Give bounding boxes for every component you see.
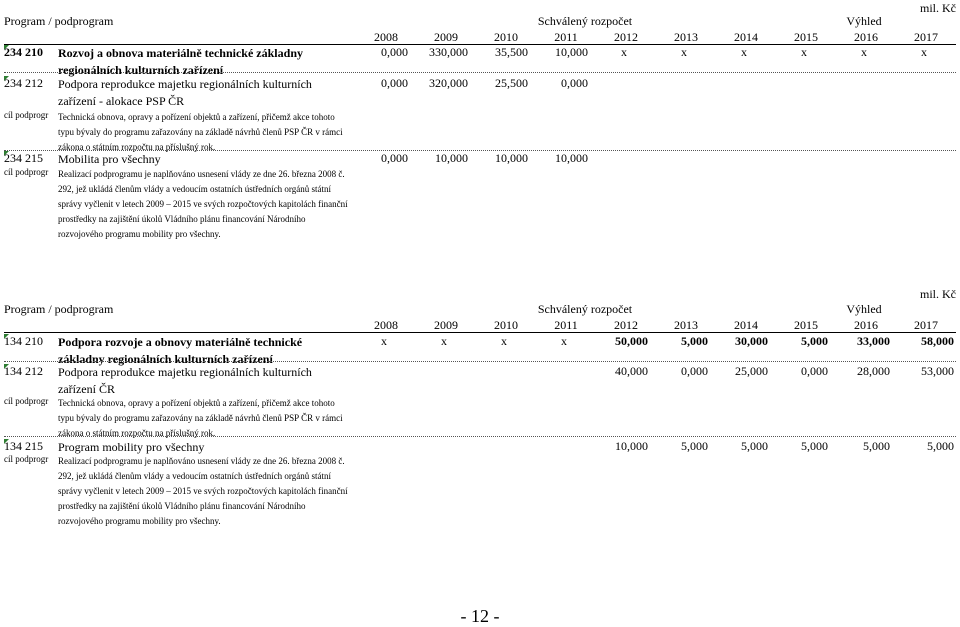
value-cell: x: [741, 45, 747, 59]
value-cell: 5,000: [801, 439, 828, 453]
value-cell: x: [441, 334, 447, 348]
value-cell: 10,000: [615, 439, 648, 453]
value-cell: 0,000: [681, 364, 708, 378]
value-cell: 33,000: [857, 334, 890, 348]
value-cell: 28,000: [857, 364, 890, 378]
year-header: 2008: [374, 30, 398, 44]
value-cell: 25,500: [495, 76, 528, 90]
value-cell: 0,000: [381, 76, 408, 90]
value-cell: 330,000: [429, 45, 468, 59]
goal-text: Technická obnova, opravy a pořízení objektů a zařízení, přičemž akce tohoto typu bývaly do programu zařazovány na základě návrhů členů PSP ČR v rámci zákona o státním rozpočtu na příslušný rok.: [58, 112, 343, 152]
program-name: Podpora reprodukce majetku regionálních kulturních zařízení - alokace PSP ČR: [58, 77, 312, 108]
value-cell: x: [561, 334, 567, 348]
budget-table-1: [4, 0, 956, 260]
value-cell: 10,000: [435, 151, 468, 165]
value-cell: x: [621, 45, 627, 59]
goal-label: cíl podprogr: [4, 396, 49, 406]
page-number: - 12 -: [460, 606, 500, 626]
value-cell: 40,000: [615, 364, 648, 378]
value-cell: 53,000: [921, 364, 954, 378]
value-cell: x: [921, 45, 927, 59]
value-cell: 50,000: [615, 334, 648, 348]
value-cell: 0,000: [381, 151, 408, 165]
year-header: 2014: [734, 30, 758, 44]
year-header: 2011: [554, 318, 578, 332]
value-cell: 35,500: [495, 45, 528, 59]
goal-label: cíl podprogr: [4, 167, 49, 177]
year-header: 2013: [674, 30, 698, 44]
year-header: 2014: [734, 318, 758, 332]
year-header: 2011: [554, 30, 578, 44]
year-header: 2015: [794, 318, 818, 332]
goal-text: Technická obnova, opravy a pořízení objektů a zařízení, přičemž akce tohoto typu bývaly do programu zařazovány na základě návrhů členů PSP ČR v rámci zákona o státním rozpočtu na příslušný rok.: [58, 398, 343, 438]
value-cell: 5,000: [927, 439, 954, 453]
value-cell: 10,000: [495, 151, 528, 165]
program-name: Rozvoj a obnova materiálně technické základny regionálních kulturních zařízení: [58, 46, 303, 77]
divider: [4, 361, 956, 362]
value-cell: x: [381, 334, 387, 348]
value-cell: 5,000: [801, 334, 828, 348]
value-cell: x: [501, 334, 507, 348]
year-header: 2009: [434, 318, 458, 332]
year-header: 2012: [614, 318, 638, 332]
year-header: 2009: [434, 30, 458, 44]
year-header: 2017: [914, 30, 938, 44]
year-header: 2010: [494, 30, 518, 44]
value-cell: 25,000: [735, 364, 768, 378]
value-cell: 5,000: [681, 439, 708, 453]
value-cell: 5,000: [863, 439, 890, 453]
value-cell: 10,000: [555, 151, 588, 165]
value-cell: x: [681, 45, 687, 59]
program-code: 234 212: [4, 76, 43, 90]
value-cell: 10,000: [555, 45, 588, 59]
approved-header: Schválený rozpočet: [537, 302, 633, 316]
program-code: 234 210: [4, 45, 43, 59]
divider: [4, 72, 956, 73]
divider: [4, 436, 956, 437]
value-cell: x: [801, 45, 807, 59]
unit-label: mil. Kč: [920, 287, 956, 301]
program-header: Program / podprogram: [4, 302, 114, 316]
goal-text: Realizací podprogramu je naplňováno usnesení vlády ze dne 26. března 2008 č. 292, jež ukládá členům vlády a vedoucím ostatních ústředních orgánů státní správy vyčlenit v letech 2009 – 2015 ve svých rozpočtových kapitolách finanční prostředky na zajištění úkolů Vládního plánu financování Národního rozvojového programu mobility pro všechny.: [58, 169, 348, 239]
program-code: 134 212: [4, 364, 43, 378]
outlook-header: Výhled: [846, 14, 882, 28]
year-header: 2016: [854, 30, 878, 44]
program-name: Mobilita pro všechny: [58, 152, 161, 166]
program-code: 234 215: [4, 151, 43, 165]
year-header: 2015: [794, 30, 818, 44]
value-cell: 58,000: [921, 334, 954, 348]
year-header: 2016: [854, 318, 878, 332]
year-header: 2013: [674, 318, 698, 332]
divider: [4, 332, 956, 333]
goal-label: cíl podprogr: [4, 110, 49, 120]
unit-label: mil. Kč: [920, 1, 956, 15]
value-cell: 30,000: [735, 334, 768, 348]
year-header: 2008: [374, 318, 398, 332]
program-name: Podpora rozvoje a obnovy materiálně technické základny regionálních kulturních zařízení: [58, 335, 303, 366]
value-cell: 0,000: [381, 45, 408, 59]
year-header: 2010: [494, 318, 518, 332]
program-name: Podpora reprodukce majetku regionálních kulturních zařízení ČR: [58, 365, 312, 396]
year-header: 2012: [614, 30, 638, 44]
outlook-header: Výhled: [846, 302, 882, 316]
value-cell: 0,000: [801, 364, 828, 378]
value-cell: 0,000: [561, 76, 588, 90]
goal-label: cíl podprogr: [4, 454, 49, 464]
value-cell: 5,000: [681, 334, 708, 348]
value-cell: 320,000: [429, 76, 468, 90]
program-header: Program / podprogram: [4, 14, 114, 28]
program-name: Program mobility pro všechny: [58, 440, 205, 454]
approved-header: Schválený rozpočet: [537, 14, 633, 28]
value-cell: x: [861, 45, 867, 59]
goal-text: Realizací podprogramu je naplňováno usnesení vlády ze dne 26. března 2008 č. 292, jež ukládá členům vlády a vedoucím ostatních ústředních orgánů státní správy vyčlenit v letech 2009 – 2015 ve svých rozpočtových kapitolách finanční prostředky na zajištění úkolů Vládního plánu financování Národního rozvojového programu mobility pro všechny.: [58, 456, 348, 526]
value-cell: 5,000: [741, 439, 768, 453]
year-header: 2017: [914, 318, 938, 332]
program-code: 134 215: [4, 439, 43, 453]
budget-table-2: [4, 286, 956, 546]
program-code: 134 210: [4, 334, 43, 348]
